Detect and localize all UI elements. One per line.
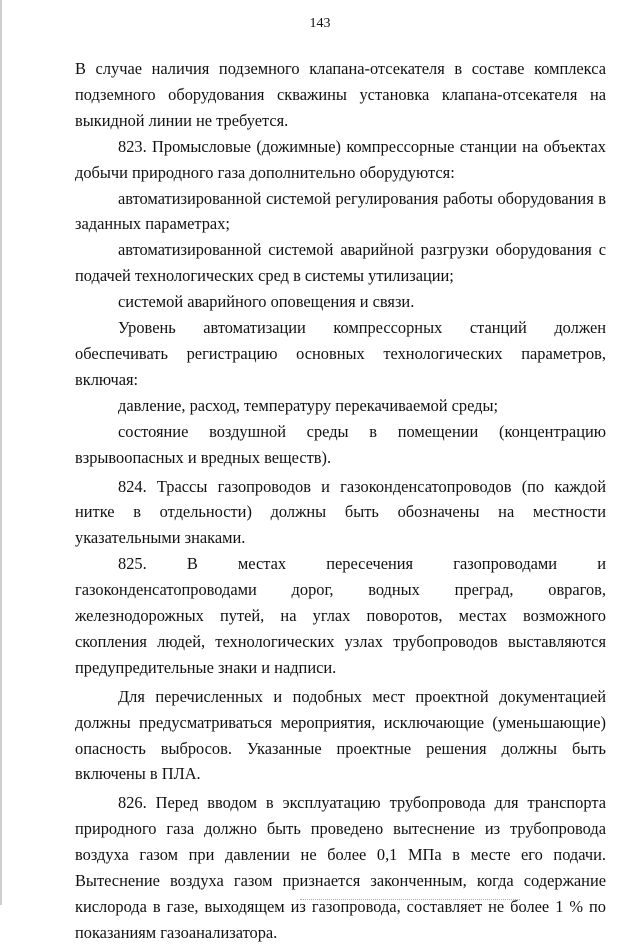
paragraph-826: 826. Перед вводом в эксплуатацию трубопровода для транспорта природного газа должно быть проведено вытеснение из трубопровода воздуха газом при давлении не более 0,1 МПа в месте его подачи. Вытеснение воздуха газом признается законченным, когда содержание кислорода в газе, выходящем из газопровода, составляет не более 1 % по показаниям газоанализатора. (75, 793, 606, 942)
paragraph: В случае наличия подземного клапана-отсекателя в составе комплекса подземного оборудования скважины установка клапана-отсекателя на выкидной линии не требуется. (75, 59, 606, 130)
scan-bottom-mark (300, 899, 520, 901)
page-number: 143 (309, 16, 331, 31)
list-item: системой аварийного оповещения и связи. (118, 292, 415, 312)
paragraph-823: 823. Промысловые (дожимные) компрессорные станции на объектах добычи природного газа дополнительно оборудуются: (75, 136, 606, 182)
body-text (75, 56, 606, 946)
paragraph-825: 825. В местах пересечения газопроводами и газоконденсатопроводами дорог, водных преград, оврагов, железнодорожных путей, на углах поворотов, местах возможного скопления людей, технологических узлах трубопроводов выставляются предупредительные знаки и надписи. (75, 554, 606, 677)
list-item: давление, расход, температуру перекачиваемой среды; (118, 395, 499, 415)
paragraph: Для перечисленных и подобных мест проектной документацией должны предусматриваться мероприятия, исключающие (уменьшающие) опасность выбросов. Указанные проектные решения должны быть включены в ПЛА. (75, 686, 606, 784)
scan-edge-line (0, 0, 2, 905)
paragraph-824: 824. Трассы газопроводов и газоконденсатопроводов (по каждой нитке в отдельности) должны быть обозначены на местности указательными знаками. (75, 476, 606, 548)
list-item: автоматизированной системой регулирования работы оборудования в заданных параметрах; (75, 188, 606, 234)
list-item: состояние воздушной среды в помещении (концентрацию взрывоопасных и вредных веществ). (75, 421, 606, 467)
paragraph: Уровень автоматизации компрессорных станций должен обеспечивать регистрацию основных технологических параметров, включая: (75, 318, 606, 389)
list-item: автоматизированной системой аварийной разгрузки оборудования с подачей технологических сред в системы утилизации; (75, 240, 606, 286)
